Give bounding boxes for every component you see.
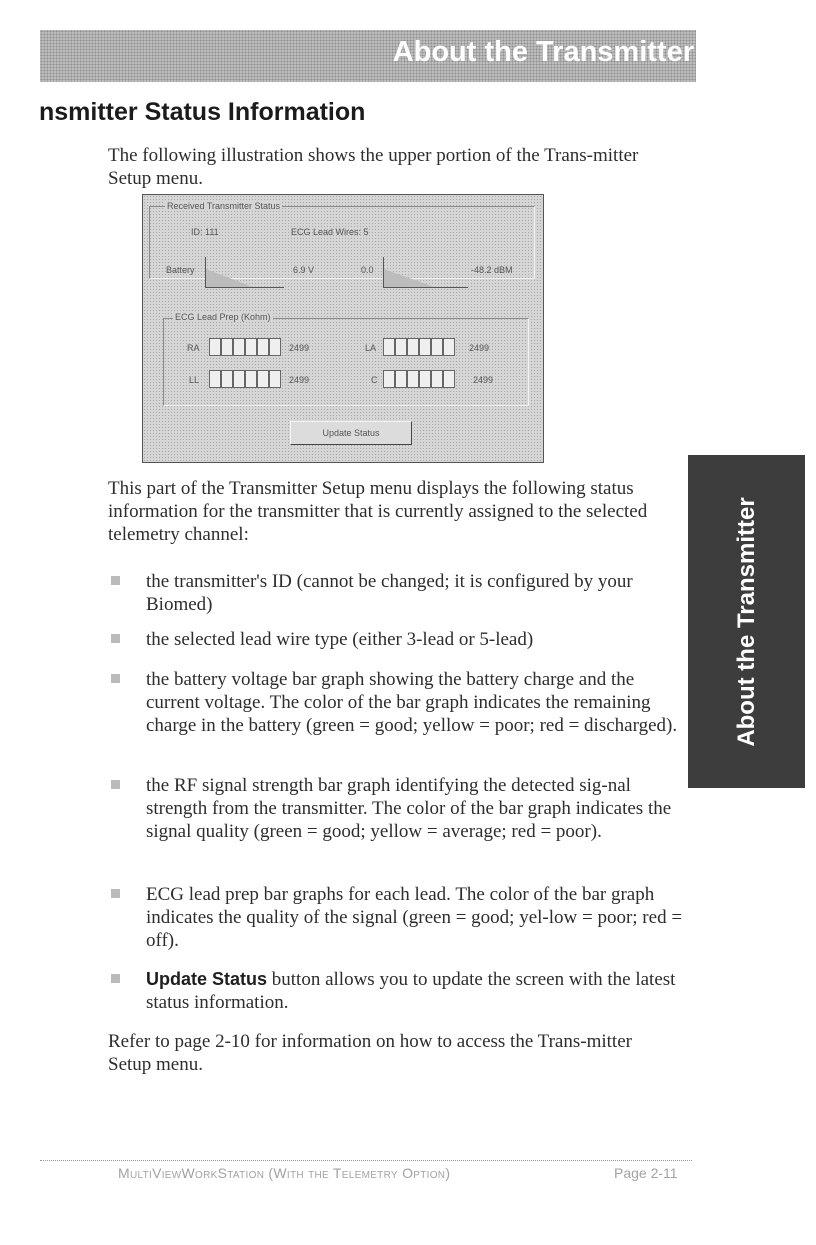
rf-signal-bar-fill — [384, 257, 468, 287]
lead-la-value: 2499 — [469, 343, 490, 353]
section-title: nsmitter Status Information — [39, 98, 366, 126]
lead-cell — [269, 370, 281, 388]
lead-cell — [221, 370, 233, 388]
footer-divider — [40, 1160, 692, 1161]
lead-cell — [443, 370, 455, 388]
lead-cell — [245, 338, 257, 356]
battery-bar-graph — [205, 257, 284, 288]
rf-signal-value: -48.2 dBM — [471, 265, 513, 275]
lead-cell — [443, 338, 455, 356]
lead-wires-label: ECG Lead Wires: 5 — [291, 227, 369, 237]
lead-ll-label: LL — [189, 375, 200, 385]
rf-signal-min-value: 0.0 — [361, 265, 374, 275]
lead-cell — [407, 338, 419, 356]
list-item-text: the selected lead wire type (either 3-lead or 5-lead) — [146, 629, 534, 650]
lead-cell — [257, 338, 269, 356]
body-paragraph: This part of the Transmitter Setup menu displays the following status information for the transmitter that is currently assigned to the selected telemetry channel: — [108, 478, 648, 545]
list-item-text: ECG lead prep bar graphs for each lead. The color of the bar graph indicates the quality of the signal (green = good; yel-low = poor; red = off). — [146, 884, 683, 951]
lead-cell — [383, 338, 395, 356]
lead-cell — [221, 338, 233, 356]
header-title: About the Transmitter — [392, 36, 694, 68]
lead-ra-bar-graph — [209, 338, 281, 356]
lead-cell — [233, 338, 245, 356]
lead-ra-value: 2499 — [289, 343, 310, 353]
lead-cell — [395, 370, 407, 388]
lead-cell — [209, 338, 221, 356]
update-status-term: Update Status — [146, 969, 268, 989]
lead-cell — [431, 338, 443, 356]
lead-c-bar-graph — [383, 370, 455, 388]
battery-voltage-value: 6.9 V — [293, 265, 315, 275]
lead-cell — [407, 370, 419, 388]
list-item-text: the battery voltage bar graph showing the battery charge and the current voltage. The color of the bar graph indicates the remaining charge in the battery (green = good; yellow = poor; red = discharged). — [146, 669, 678, 736]
lead-cell — [269, 338, 281, 356]
bullet-icon — [111, 780, 120, 789]
lead-cell — [233, 370, 245, 388]
bullet-icon — [111, 974, 120, 983]
received-status-title: Received Transmitter Status — [167, 201, 281, 211]
ecg-lead-prep-group — [163, 318, 529, 406]
update-status-description: button allows you to update the screen with the latest status information. — [146, 969, 676, 1013]
lead-la-label: LA — [365, 343, 377, 353]
header-band — [40, 30, 696, 82]
ecg-lead-prep-title: ECG Lead Prep (Kohm) — [175, 312, 271, 322]
lead-cell — [419, 338, 431, 356]
list-item-text — [146, 968, 686, 1014]
battery-label: Battery — [166, 265, 195, 275]
battery-bar-fill — [206, 257, 284, 287]
lead-cell — [245, 370, 257, 388]
chapter-side-tab-label: About the Transmitter — [732, 496, 760, 747]
bullet-icon — [111, 634, 120, 643]
transmitter-setup-illustration — [142, 194, 544, 463]
footer-book-title: MultiViewWorkStation (With the Telemetry Option) — [118, 1165, 451, 1181]
intro-paragraph: The following illustration shows the upper portion of the Trans-mitter Setup menu. — [108, 145, 639, 189]
lead-cell — [431, 370, 443, 388]
bullet-icon — [111, 889, 120, 898]
lead-cell — [395, 338, 407, 356]
list-item-text: the transmitter's ID (cannot be changed; it is configured by your Biomed) — [146, 571, 633, 615]
lead-cell — [209, 370, 221, 388]
bullet-icon — [111, 576, 120, 585]
lead-ra-label: RA — [187, 343, 200, 353]
rf-signal-bar-graph — [383, 257, 468, 288]
list-item-text: the RF signal strength bar graph identifying the detected sig-nal strength from the transmitter. The color of the bar graph indicates the signal quality (green = good; yellow = average; red = poor). — [146, 775, 672, 842]
bullet-icon — [111, 674, 120, 683]
chapter-side-tab — [688, 455, 805, 788]
transmitter-id-label: ID: 111 — [191, 227, 219, 237]
lead-cell — [419, 370, 431, 388]
page-number: Page 2-11 — [614, 1165, 678, 1181]
lead-c-label: C — [371, 375, 378, 385]
lead-cell — [383, 370, 395, 388]
lead-la-bar-graph — [383, 338, 455, 356]
lead-ll-value: 2499 — [289, 375, 310, 385]
closing-paragraph: Refer to page 2-10 for information on how to access the Trans-mitter Setup menu. — [108, 1031, 632, 1075]
lead-cell — [257, 370, 269, 388]
lead-c-value: 2499 — [473, 375, 494, 385]
lead-ll-bar-graph — [209, 370, 281, 388]
update-status-button[interactable]: Update Status — [290, 421, 412, 445]
